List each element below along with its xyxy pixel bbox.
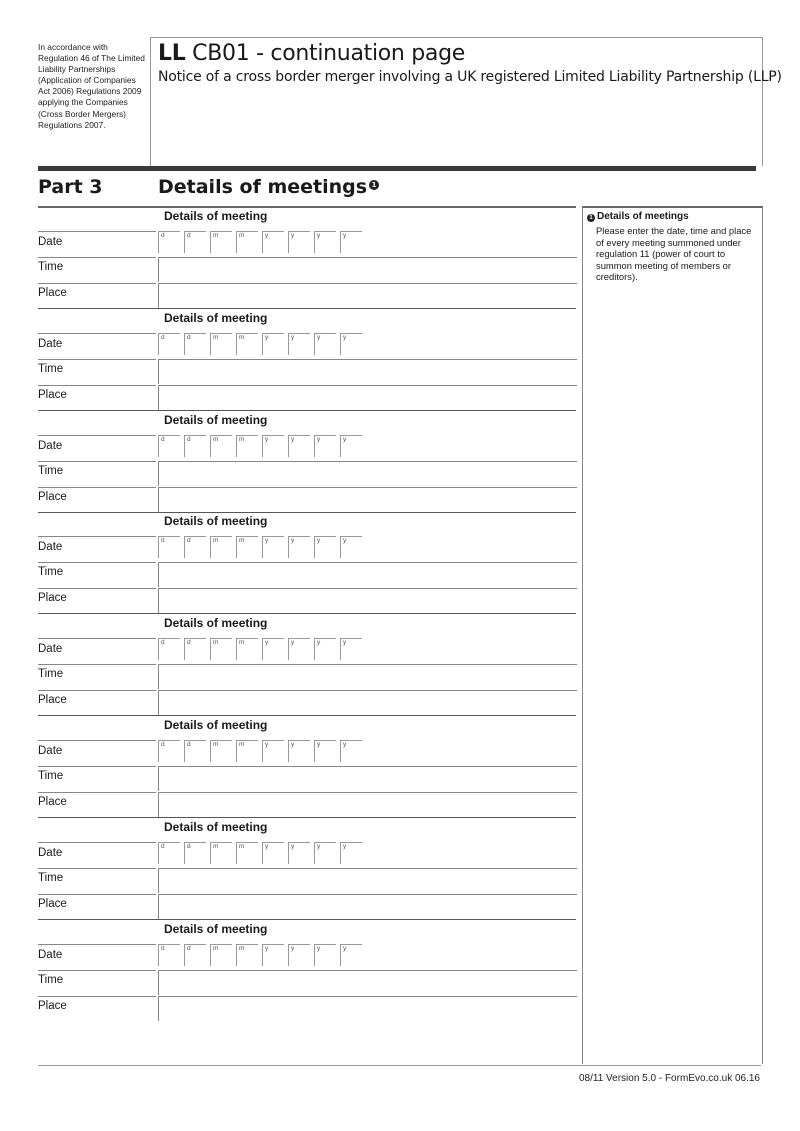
part-title-text: Details of meetings <box>158 176 368 198</box>
cell-border <box>262 944 263 966</box>
time-label: Time <box>38 465 64 477</box>
meeting-block <box>38 207 576 309</box>
date-digit-cell[interactable] <box>184 435 210 457</box>
meeting-heading: Details of meeting <box>164 718 268 732</box>
date-digit-placeholder: y <box>317 334 321 341</box>
meeting-heading: Details of meeting <box>164 413 268 427</box>
date-digit-placeholder: y <box>265 436 269 443</box>
cell-border <box>288 435 289 457</box>
date-digit-placeholder: y <box>291 945 295 952</box>
date-input-group <box>158 333 366 355</box>
date-digit-placeholder: m <box>239 232 245 239</box>
date-digit-placeholder: y <box>265 334 269 341</box>
cell-border <box>158 333 159 355</box>
date-digit-placeholder: d <box>161 945 165 952</box>
date-digit-placeholder: m <box>213 639 219 646</box>
cell-border <box>314 842 315 864</box>
place-field[interactable] <box>158 996 577 1021</box>
cell-border <box>288 638 289 660</box>
date-digit-placeholder: y <box>291 334 295 341</box>
date-digit-placeholder: y <box>343 334 347 341</box>
cell-border <box>184 944 185 966</box>
date-digit-cell[interactable] <box>158 740 184 762</box>
date-digit-cell[interactable] <box>184 231 210 253</box>
date-digit-cell[interactable] <box>340 842 366 864</box>
info-icon: 1 <box>587 214 595 222</box>
date-digit-placeholder: m <box>213 537 219 544</box>
row-divider <box>38 766 156 767</box>
date-digit-cell[interactable] <box>184 638 210 660</box>
date-digit-cell[interactable] <box>314 333 340 355</box>
date-digit-placeholder: y <box>343 741 347 748</box>
row-divider <box>38 435 156 436</box>
row-divider <box>38 944 156 945</box>
meeting-block <box>38 309 576 411</box>
cell-border <box>262 536 263 558</box>
date-digit-cell[interactable] <box>314 638 340 660</box>
date-digit-cell[interactable] <box>158 842 184 864</box>
time-label: Time <box>38 872 64 884</box>
cell-border <box>288 740 289 762</box>
date-digit-cell[interactable] <box>314 435 340 457</box>
date-input-group <box>158 536 366 558</box>
side-note-text: Please enter the date, time and place of every meeting summoned under regulation 11 (power of court to summon meeting of members or creditors). <box>596 225 752 282</box>
date-digit-cell[interactable] <box>210 740 236 762</box>
date-digit-placeholder: m <box>213 843 219 850</box>
place-field[interactable] <box>158 385 577 410</box>
cell-border <box>340 435 341 457</box>
row-divider <box>38 690 156 691</box>
meeting-heading: Details of meeting <box>164 311 268 325</box>
date-digit-placeholder: y <box>265 945 269 952</box>
date-digit-placeholder: y <box>291 232 295 239</box>
cell-border <box>210 435 211 457</box>
date-input-group <box>158 944 366 966</box>
cell-border <box>288 944 289 966</box>
cell-border <box>236 944 237 966</box>
time-field[interactable] <box>158 970 577 995</box>
date-digit-cell[interactable] <box>184 740 210 762</box>
date-digit-cell[interactable] <box>314 944 340 966</box>
date-digit-placeholder: y <box>317 945 321 952</box>
place-label: Place <box>38 491 67 503</box>
date-digit-cell[interactable] <box>288 536 314 558</box>
side-note-title <box>587 211 689 223</box>
date-digit-cell[interactable] <box>210 435 236 457</box>
cell-border <box>158 231 159 253</box>
date-label: Date <box>38 236 63 248</box>
cell-border <box>158 638 159 660</box>
cell-border <box>340 536 341 558</box>
time-field[interactable] <box>158 257 577 282</box>
date-label: Date <box>38 847 63 859</box>
cell-border <box>262 842 263 864</box>
date-digit-cell[interactable] <box>340 231 366 253</box>
row-divider <box>38 487 156 488</box>
date-input-group <box>158 231 366 253</box>
date-digit-cell[interactable] <box>210 536 236 558</box>
cell-border <box>236 333 237 355</box>
time-field[interactable] <box>158 359 577 384</box>
row-divider <box>38 536 156 537</box>
date-digit-cell[interactable] <box>236 333 262 355</box>
date-digit-cell[interactable] <box>314 231 340 253</box>
form-title <box>158 40 465 68</box>
time-field[interactable] <box>158 766 577 791</box>
cell-border <box>184 740 185 762</box>
date-digit-placeholder: d <box>161 741 165 748</box>
date-digit-placeholder: d <box>187 741 191 748</box>
date-digit-placeholder: y <box>291 436 295 443</box>
date-digit-cell[interactable] <box>340 638 366 660</box>
date-digit-placeholder: d <box>187 639 191 646</box>
date-digit-placeholder: d <box>187 232 191 239</box>
row-divider <box>38 385 156 386</box>
date-digit-placeholder: y <box>317 639 321 646</box>
date-digit-placeholder: d <box>161 436 165 443</box>
form-title-text: CB01 - continuation page <box>192 41 466 66</box>
date-digit-placeholder: m <box>213 945 219 952</box>
cell-border <box>236 842 237 864</box>
cell-border <box>158 435 159 457</box>
cell-border <box>288 842 289 864</box>
cell-border <box>210 842 211 864</box>
place-label: Place <box>38 592 67 604</box>
cell-border <box>210 740 211 762</box>
date-digit-placeholder: d <box>161 843 165 850</box>
date-digit-cell[interactable] <box>314 536 340 558</box>
cell-border <box>262 638 263 660</box>
info-icon: 1 <box>369 180 379 190</box>
row-divider <box>38 283 156 284</box>
row-divider <box>38 359 156 360</box>
date-digit-placeholder: m <box>239 945 245 952</box>
cell-border <box>236 536 237 558</box>
cell-border <box>262 435 263 457</box>
time-field[interactable] <box>158 562 577 587</box>
date-digit-placeholder: d <box>187 436 191 443</box>
cell-border <box>340 740 341 762</box>
time-label: Time <box>38 566 64 578</box>
date-digit-cell[interactable] <box>210 333 236 355</box>
date-input-group <box>158 740 366 762</box>
cell-border <box>210 638 211 660</box>
date-digit-placeholder: m <box>239 843 245 850</box>
time-label: Time <box>38 770 64 782</box>
date-digit-cell[interactable] <box>184 842 210 864</box>
date-digit-cell[interactable] <box>236 231 262 253</box>
date-digit-placeholder: d <box>161 334 165 341</box>
date-digit-placeholder: y <box>343 232 347 239</box>
date-digit-placeholder: d <box>161 639 165 646</box>
place-label: Place <box>38 694 67 706</box>
row-divider <box>38 792 156 793</box>
date-digit-cell[interactable] <box>158 231 184 253</box>
cell-border <box>158 944 159 966</box>
cell-border <box>184 842 185 864</box>
date-digit-cell[interactable] <box>236 435 262 457</box>
place-label: Place <box>38 287 67 299</box>
date-digit-placeholder: y <box>265 843 269 850</box>
date-digit-cell[interactable] <box>262 333 288 355</box>
place-field[interactable] <box>158 792 577 817</box>
date-digit-cell[interactable] <box>236 944 262 966</box>
place-label: Place <box>38 389 67 401</box>
date-digit-placeholder: y <box>317 232 321 239</box>
meeting-block <box>38 614 576 716</box>
date-digit-cell[interactable] <box>210 638 236 660</box>
date-label: Date <box>38 949 63 961</box>
cell-border <box>288 333 289 355</box>
date-digit-placeholder: y <box>265 741 269 748</box>
cell-border <box>210 231 211 253</box>
form-code: LL <box>158 41 186 66</box>
row-divider <box>38 970 156 971</box>
cell-border <box>236 740 237 762</box>
date-digit-cell[interactable] <box>314 740 340 762</box>
date-digit-placeholder: y <box>291 843 295 850</box>
cell-border <box>158 536 159 558</box>
date-digit-placeholder: d <box>187 843 191 850</box>
date-digit-cell[interactable] <box>288 638 314 660</box>
date-digit-cell[interactable] <box>210 944 236 966</box>
date-digit-cell[interactable] <box>158 944 184 966</box>
date-digit-placeholder: m <box>239 537 245 544</box>
date-digit-cell[interactable] <box>184 333 210 355</box>
cell-border <box>314 638 315 660</box>
date-digit-cell[interactable] <box>262 638 288 660</box>
time-field[interactable] <box>158 461 577 486</box>
cell-border <box>288 536 289 558</box>
date-digit-placeholder: m <box>239 436 245 443</box>
row-divider <box>38 996 156 997</box>
cell-border <box>158 740 159 762</box>
row-divider <box>38 562 156 563</box>
cell-border <box>262 333 263 355</box>
row-divider <box>38 461 156 462</box>
section-divider <box>38 166 756 171</box>
row-divider <box>38 638 156 639</box>
cell-border <box>314 333 315 355</box>
place-label: Place <box>38 1000 67 1012</box>
date-input-group <box>158 842 366 864</box>
row-divider <box>38 740 156 741</box>
place-field[interactable] <box>158 894 577 919</box>
date-digit-placeholder: y <box>291 537 295 544</box>
date-digit-placeholder: y <box>343 843 347 850</box>
date-digit-placeholder: m <box>239 741 245 748</box>
date-digit-cell[interactable] <box>262 740 288 762</box>
date-digit-placeholder: y <box>343 436 347 443</box>
date-label: Date <box>38 338 63 350</box>
date-digit-cell[interactable] <box>158 536 184 558</box>
date-digit-cell[interactable] <box>288 435 314 457</box>
date-digit-cell[interactable] <box>210 842 236 864</box>
date-digit-cell[interactable] <box>158 435 184 457</box>
legal-note: In accordance with Regulation 46 of The Limited Liability Partnerships (Application of Companies Act 2006) Regulations 2009 applying the Companies (Cross Border Mergers) Regulations 2007. <box>38 42 145 130</box>
cell-border <box>314 536 315 558</box>
date-digit-placeholder: m <box>213 436 219 443</box>
row-divider <box>38 588 156 589</box>
date-digit-cell[interactable] <box>262 435 288 457</box>
time-label: Time <box>38 974 64 986</box>
date-label: Date <box>38 541 63 553</box>
place-field[interactable] <box>158 283 577 308</box>
date-digit-cell[interactable] <box>288 944 314 966</box>
date-digit-cell[interactable] <box>236 638 262 660</box>
meeting-heading: Details of meeting <box>164 514 268 528</box>
footer-rule <box>38 1065 761 1066</box>
date-digit-placeholder: y <box>343 945 347 952</box>
meeting-heading: Details of meeting <box>164 616 268 630</box>
cell-border <box>288 231 289 253</box>
place-label: Place <box>38 898 67 910</box>
date-digit-placeholder: y <box>291 639 295 646</box>
time-label: Time <box>38 261 64 273</box>
date-digit-placeholder: y <box>265 232 269 239</box>
cell-border <box>184 231 185 253</box>
date-digit-cell[interactable] <box>340 435 366 457</box>
cell-border <box>210 333 211 355</box>
time-label: Time <box>38 363 64 375</box>
part-label: Part 3 <box>38 176 103 198</box>
date-digit-placeholder: d <box>161 232 165 239</box>
row-divider <box>38 664 156 665</box>
date-digit-cell[interactable] <box>236 842 262 864</box>
date-digit-placeholder: d <box>161 537 165 544</box>
time-label: Time <box>38 668 64 680</box>
meeting-block <box>38 818 576 920</box>
meeting-heading: Details of meeting <box>164 922 268 936</box>
date-input-group <box>158 638 366 660</box>
cell-border <box>210 944 211 966</box>
date-digit-cell[interactable] <box>262 842 288 864</box>
side-note-title-text: Details of meetings <box>597 211 689 222</box>
date-digit-cell[interactable] <box>340 944 366 966</box>
place-field[interactable] <box>158 487 577 512</box>
meeting-heading: Details of meeting <box>164 820 268 834</box>
date-digit-cell[interactable] <box>262 536 288 558</box>
date-digit-cell[interactable] <box>288 842 314 864</box>
side-note-panel <box>582 206 763 1064</box>
cell-border <box>236 231 237 253</box>
date-digit-cell[interactable] <box>340 740 366 762</box>
meeting-block <box>38 716 576 818</box>
cell-border <box>340 638 341 660</box>
date-digit-placeholder: m <box>213 741 219 748</box>
cell-border <box>158 842 159 864</box>
meeting-block <box>38 512 576 614</box>
cell-border <box>314 740 315 762</box>
row-divider <box>38 842 156 843</box>
cell-border <box>314 944 315 966</box>
form-subtitle: Notice of a cross border merger involving a UK registered Limited Liability Partnership (LLP) <box>158 69 782 85</box>
cell-border <box>184 536 185 558</box>
cell-border <box>262 740 263 762</box>
date-digit-placeholder: y <box>317 741 321 748</box>
date-digit-placeholder: y <box>265 537 269 544</box>
date-label: Date <box>38 745 63 757</box>
date-digit-cell[interactable] <box>262 944 288 966</box>
date-label: Date <box>38 440 63 452</box>
cell-border <box>184 638 185 660</box>
cell-border <box>262 231 263 253</box>
meeting-block <box>38 920 576 1022</box>
row-divider <box>38 894 156 895</box>
date-digit-placeholder: y <box>317 436 321 443</box>
date-digit-cell[interactable] <box>340 333 366 355</box>
date-digit-placeholder: y <box>343 639 347 646</box>
meeting-heading: Details of meeting <box>164 209 268 223</box>
cell-border <box>184 333 185 355</box>
cell-border <box>236 435 237 457</box>
date-digit-placeholder: d <box>187 537 191 544</box>
date-digit-placeholder: y <box>291 741 295 748</box>
cell-border <box>236 638 237 660</box>
cell-border <box>210 536 211 558</box>
date-digit-placeholder: y <box>343 537 347 544</box>
cell-border <box>184 435 185 457</box>
date-digit-placeholder: y <box>317 843 321 850</box>
date-input-group <box>158 435 366 457</box>
date-digit-placeholder: m <box>239 334 245 341</box>
date-digit-cell[interactable] <box>184 536 210 558</box>
footer-version: 08/11 Version 5.0 - FormEvo.co.uk 06.16 <box>578 1073 760 1084</box>
row-divider <box>38 231 156 232</box>
row-divider <box>38 333 156 334</box>
cell-border <box>340 944 341 966</box>
date-digit-cell[interactable] <box>314 842 340 864</box>
meeting-block <box>38 411 576 513</box>
part-title <box>158 175 379 199</box>
date-digit-cell[interactable] <box>236 740 262 762</box>
date-digit-cell[interactable] <box>158 638 184 660</box>
cell-border <box>340 842 341 864</box>
date-digit-placeholder: m <box>213 334 219 341</box>
date-label: Date <box>38 643 63 655</box>
cell-border <box>340 333 341 355</box>
date-digit-placeholder: y <box>265 639 269 646</box>
date-digit-cell[interactable] <box>210 231 236 253</box>
date-digit-placeholder: y <box>317 537 321 544</box>
time-field[interactable] <box>158 664 577 689</box>
place-field[interactable] <box>158 690 577 715</box>
cell-border <box>314 231 315 253</box>
row-divider <box>38 868 156 869</box>
cell-border <box>340 231 341 253</box>
cell-border <box>314 435 315 457</box>
date-digit-cell[interactable] <box>340 536 366 558</box>
date-digit-placeholder: d <box>187 945 191 952</box>
date-digit-cell[interactable] <box>288 740 314 762</box>
date-digit-placeholder: d <box>187 334 191 341</box>
date-digit-placeholder: m <box>213 232 219 239</box>
date-digit-cell[interactable] <box>288 333 314 355</box>
time-field[interactable] <box>158 868 577 893</box>
date-digit-cell[interactable] <box>184 944 210 966</box>
date-digit-cell[interactable] <box>236 536 262 558</box>
place-label: Place <box>38 796 67 808</box>
row-divider <box>38 257 156 258</box>
date-digit-cell[interactable] <box>288 231 314 253</box>
date-digit-cell[interactable] <box>262 231 288 253</box>
place-field[interactable] <box>158 588 577 613</box>
date-digit-cell[interactable] <box>158 333 184 355</box>
date-digit-placeholder: m <box>239 639 245 646</box>
